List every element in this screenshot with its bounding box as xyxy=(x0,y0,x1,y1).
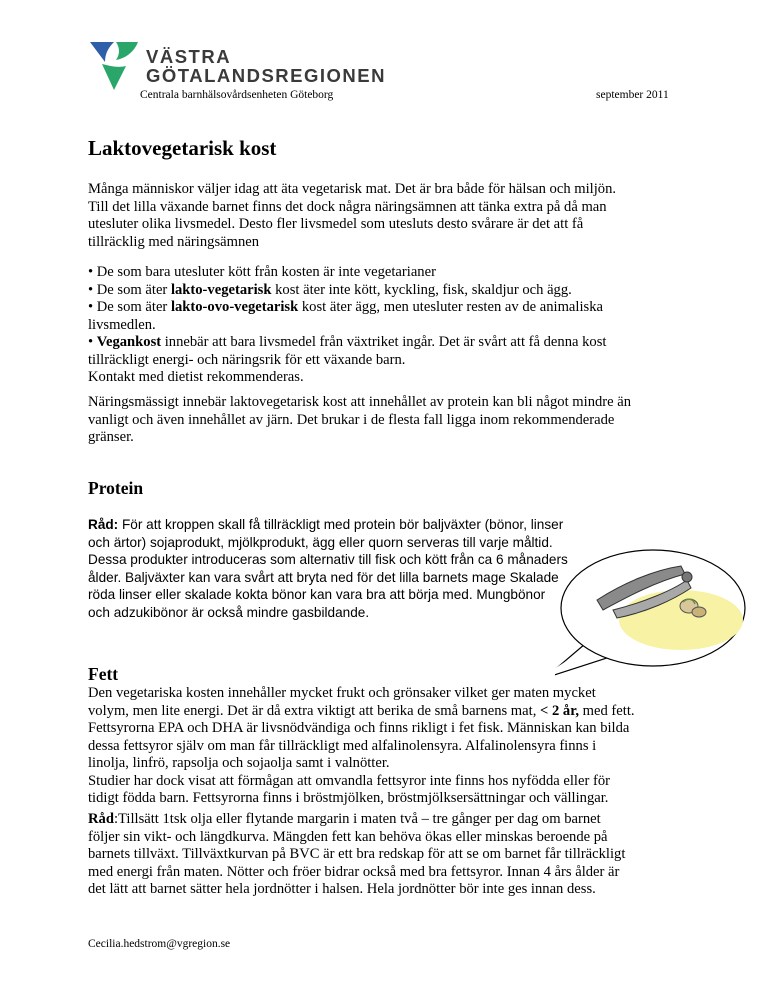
paragraph-line: följer sin vikt- och längdkurva. Mängden fett kan behöva ökas eller minskas beroende på xyxy=(88,828,608,845)
nutcracker-icon xyxy=(555,540,760,690)
bullet-bold-term: lakto-vegetarisk xyxy=(170,281,272,298)
paragraph-line xyxy=(88,516,568,534)
bullet-text: De som bara utesluter kött från kosten är inte vegetarianer xyxy=(96,264,436,280)
paragraph-line: gränser. xyxy=(88,429,134,445)
list-item xyxy=(88,299,606,317)
advice-text: :Tillsätt 1tsk olja eller flytande margarin i maten två – tre gånger per dag om barnet xyxy=(113,811,601,827)
list-item xyxy=(88,264,606,282)
paragraph-line xyxy=(88,703,635,721)
logo-line-2: GÖTALANDSREGIONEN xyxy=(146,65,386,86)
intro-line: tillräcklig med näringsämnen xyxy=(88,233,260,250)
bullet-bold-term: lakto-ovo-vegetarisk xyxy=(170,299,299,315)
paragraph-line: dessa fettsyror själv om man får tillräckligt med alfalinolensyra. Alfalinolensyra finns i xyxy=(88,737,597,754)
advice-label: Råd xyxy=(88,811,114,827)
paragraph-line: linolja, linfrö, rapsolja och sojaolja samt i valnötter. xyxy=(88,755,390,771)
fett-paragraph xyxy=(88,685,635,808)
intro-line: Många människor väljer idag att äta vegetarisk mat. Det är bra både för hälsan och miljön. xyxy=(88,181,617,197)
bold-age-note: < 2 år, xyxy=(540,702,579,719)
paragraph-line: Den vegetariska kosten innehåller mycket frukt och grönsaker vilket ger maten mycket xyxy=(88,685,596,701)
section-heading-fett: Fett xyxy=(88,664,119,684)
paragraph-line: det lätt att barnet sätter hela jordnötter i halsen. Hela jordnötter bör inte ges innan dess. xyxy=(88,881,596,897)
bullet-text: kost äter ägg, men utesluter resten av de animaliska xyxy=(298,299,603,315)
bullet-continuation: livsmedlen. xyxy=(88,316,156,333)
organization-name: Centrala barnhälsovårdsenheten Göteborg xyxy=(140,89,334,101)
paragraph-line: och ärtor) sojaprodukt, mjölkprodukt, ägg eller quorn serveras till varje måltid. xyxy=(88,534,553,550)
bullet-icon: • xyxy=(88,334,94,350)
intro-line: Till det lilla växande barnet finns det dock några näringsämnen att tänka extra på då man xyxy=(88,198,607,215)
bullet-icon: • xyxy=(88,281,94,298)
section-heading-protein: Protein xyxy=(88,478,144,498)
paragraph-line: vanligt och även innehållet av järn. Det brukar i de flesta fall ligga inom rekommenderade xyxy=(88,411,615,428)
intro-line: utesluter olika livsmedel. Desto fler livsmedel som utesluts desto svårare är det att få xyxy=(88,216,584,232)
vastra-gotalandsregionen-logo xyxy=(88,38,386,94)
bullet-continuation: tillräckligt energi- och näringsrik för ett växande barn. xyxy=(88,351,406,368)
protein-advice xyxy=(88,516,568,621)
document-date: september 2011 xyxy=(596,89,669,101)
paragraph-text: med fett. xyxy=(579,702,635,719)
list-item xyxy=(88,334,606,352)
paragraph-line xyxy=(88,811,625,829)
intro-paragraph xyxy=(88,181,616,251)
list-item xyxy=(88,282,606,300)
nutrition-paragraph xyxy=(88,394,631,447)
paragraph-line: tidigt födda barn. Fettsyrorna finns i bröstmjölken, bröstmjölksersättningar och vällingar. xyxy=(88,790,609,806)
logo-emblem-icon xyxy=(88,38,144,94)
paragraph-line: röda linser eller skalade kokta bönor kan vara bra att börja med. Mungbönor xyxy=(88,587,546,602)
paragraph-line: Näringsmässigt innebär laktovegetarisk kost att innehållet av protein kan bli något mindre än xyxy=(88,394,632,410)
bullet-text: kost äter inte kött, kyckling, fisk, skaldjur och ägg. xyxy=(271,281,572,298)
bullet-bold-term: Vegankost xyxy=(96,334,162,350)
contact-note: Kontakt med dietist rekommenderas. xyxy=(88,369,304,385)
bullet-text: De som äter xyxy=(96,281,171,298)
paragraph-line: och adzukibönor är också mindre gasbildande. xyxy=(88,604,370,620)
paragraph-line: Dessa produkter introduceras som alternativ till fisk och kött från ca 6 månaders xyxy=(88,552,568,567)
paragraph-line: Studier har dock visat att förmågan att omvandla fettsyror inte finns hos nyfödda eller för xyxy=(88,772,610,789)
advice-text: För att kroppen skall få tillräckligt med protein bör baljväxter (bönor, linser xyxy=(118,517,564,532)
logo-line-1: VÄSTRA xyxy=(146,46,232,67)
paragraph-line: med energi från maten. Nötter och fröer bidrar också med bra fettsyror. Innan 4 års ålder är xyxy=(88,863,620,880)
bullet-text: De som äter xyxy=(96,299,171,315)
paragraph-line: barnets tillväxt. Tillväxtkurvan på BVC är ett bra redskap för att se om barnet får tillräckligt xyxy=(88,846,626,862)
bullet-text: innebär att bara livsmedel från växtriket ingår. Det är svårt att få denna kost xyxy=(161,334,607,350)
page-title: Laktovegetarisk kost xyxy=(88,136,277,160)
bullet-icon: • xyxy=(88,299,94,315)
bullet-list xyxy=(88,264,606,387)
paragraph-line: Fettsyrorna EPA och DHA är livsnödvändiga och finns rikligt i fet fisk. Människan kan bilda xyxy=(88,720,630,736)
fett-advice xyxy=(88,811,625,899)
nutcracker-illustration xyxy=(555,540,760,690)
paragraph-line: ålder. Baljväxter kan vara svårt att bryta ned för det lilla barnets mage Skalade xyxy=(88,569,559,585)
advice-label: Råd: xyxy=(88,517,119,532)
paragraph-text: volym, men lite energi. Det är då extra viktigt att berika de små barnens mat, xyxy=(88,702,540,719)
bullet-icon: • xyxy=(88,264,94,280)
footer-email: Cecilia.hedstrom@vgregion.se xyxy=(88,938,231,950)
